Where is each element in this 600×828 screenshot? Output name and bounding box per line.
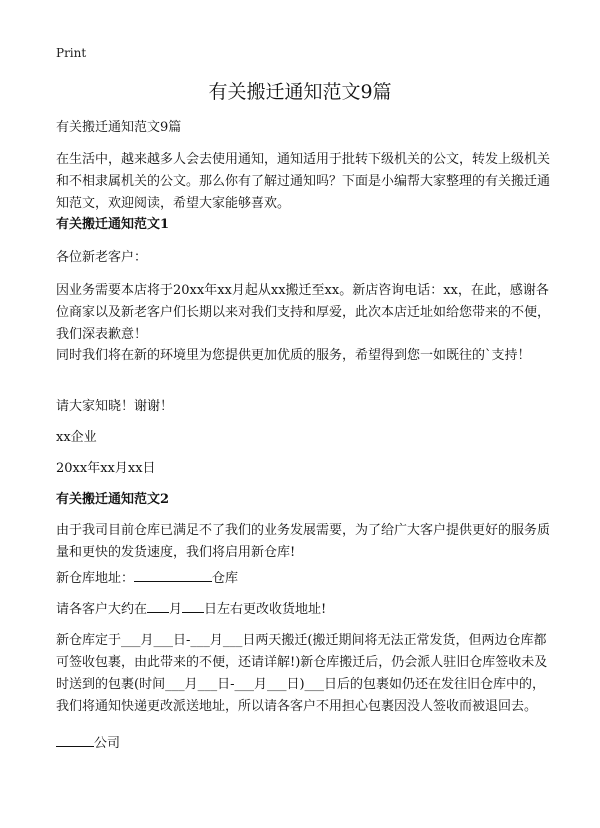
section1-body2: 同时我们将在新的环境里为您提供更加优质的服务，希望得到您一如既往的`支持！ [56,348,531,363]
intro-paragraph: 在生活中，越来越多人会去使用通知，通知适用于批转下级机关的公文，转发上级机关和不相隶属机关的公文。那么你有了解过通知吗？下面是小编帮大家整理的有关搬迁通知范文，欢迎阅读，希望大家能够喜欢。 [56,152,551,211]
section2-change-line [56,599,552,621]
section2-body1: 由于我司目前仓库已满足不了我们的业务发展需要，为了给广大客户提供更好的服务质量和更快的发货速度，我们将启用新仓库! [56,523,551,560]
section2-heading: 有关搬迁通知范文2 [56,492,170,507]
section2-company-line [56,733,552,755]
section1-body3: 请大家知晓！谢谢！ [56,399,174,414]
section1-signature: xx企业 [56,430,97,445]
section1-greeting: 各位新老客户： [56,250,148,265]
address-blank [134,569,212,582]
print-link[interactable]: Print [56,46,87,60]
section2-address-line [56,568,552,590]
day-blank [182,600,204,613]
change-text-a: 请各客户大约在 [56,602,148,617]
document-subtitle: 有关搬迁通知范文9篇 [56,120,182,135]
month-blank [147,600,169,613]
page-title: 有关搬迁通知范文9篇 [208,81,392,103]
company-blank [56,734,94,747]
section1-heading: 有关搬迁通知范文1 [56,217,170,232]
section1-body1: 因业务需要本店将于20xx年xx月起从xx搬迁至xx。新店咨询电话：xx，在此，感谢各位商家以及新老客户们长期以来对我们支持和厚爱，此次本店迁址如给您带来的不便，我们深表歉意！ [56,283,551,342]
change-text-c: 日左右更改收货地址! [204,602,327,617]
section1-date: 20xx年xx月xx日 [56,461,156,476]
change-text-b: 月 [169,602,183,617]
section2-body3: 新仓库定于___月___日-___月___日两天搬迁(搬迁期间将无法正常发货，但两边仓库都可签收包裹，由此带来的不便，还请详解!)新仓库搬迁后，仍会派人驻旧仓库签收未及时送到的包裹(时间___月___日-___月___日)___日后的包裹如仍还在发往旧仓库中的，我们将通知快递更改派送地址，所以请各客户不用担心包裹因没人签收而被退回去。 [56,633,548,714]
address-prefix: 新仓库地址： [56,571,135,586]
company-suffix: 公司 [94,736,121,751]
address-suffix: 仓库 [212,571,239,586]
